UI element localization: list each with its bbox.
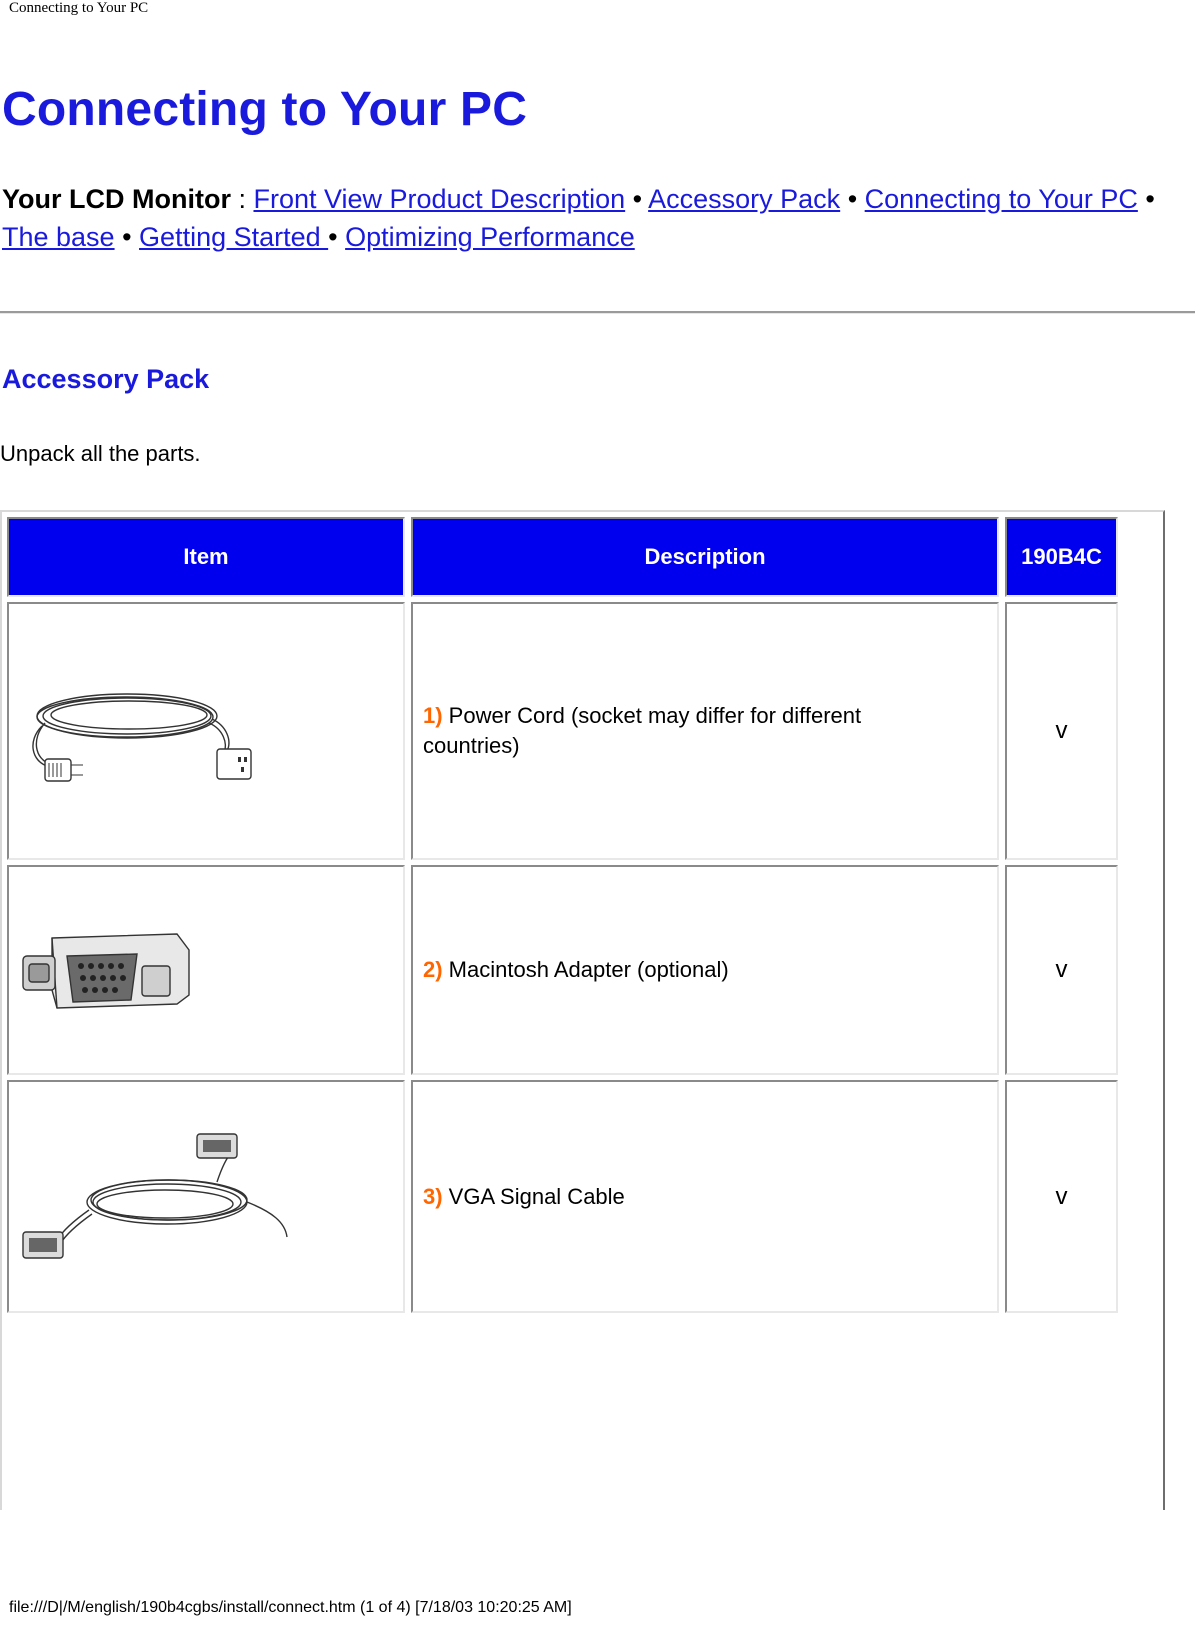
nav-link-accessory-pack[interactable]: Accessory Pack <box>648 184 841 214</box>
item-description: VGA Signal Cable <box>442 1183 625 1209</box>
item-description: Macintosh Adapter (optional) <box>442 957 729 982</box>
nav-link-front-view[interactable]: Front View Product Description <box>253 184 626 214</box>
table-row-1-check: v <box>1005 602 1118 860</box>
accessory-table <box>0 510 1165 1510</box>
table-row-2-check: v <box>1005 865 1118 1075</box>
table-row-3-check: v <box>1005 1080 1118 1313</box>
section-title: Accessory Pack <box>2 364 210 394</box>
nav-bullet: • <box>840 184 865 214</box>
page-title: Connecting to Your PC <box>2 83 528 136</box>
table-row-2-image-cell <box>7 865 405 1075</box>
nav-link-getting-started[interactable]: Getting Started <box>139 222 329 252</box>
nav-link-the-base[interactable]: The base <box>2 222 115 252</box>
table-row-2-description <box>411 865 999 1075</box>
nav-bullet: • <box>625 184 649 214</box>
nav-link-connecting[interactable]: Connecting to Your PC <box>864 184 1138 214</box>
nav-colon: : <box>230 184 254 214</box>
nav-link-optimizing[interactable]: Optimizing Performance <box>345 222 635 252</box>
item-number: 2) <box>423 957 443 982</box>
nav-lead: Your LCD Monitor <box>2 184 231 214</box>
horizontal-rule <box>0 311 1195 314</box>
nav-bullet: • <box>114 222 140 252</box>
table-row-3-description <box>411 1080 999 1313</box>
power-cord-image <box>17 671 267 791</box>
vga-signal-cable-image <box>17 1132 297 1262</box>
nav-bullet: • <box>328 222 346 252</box>
item-description: Power Cord (socket may differ for different countries) <box>423 703 862 758</box>
print-footer-url: file:///D|/M/english/190b4cgbs/install/connect.htm (1 of 4) [7/18/03 10:20:25 AM] <box>9 1599 572 1616</box>
nav-bullet: • <box>1137 184 1155 214</box>
breadcrumb-nav <box>2 180 1192 256</box>
header-description: Description <box>411 517 999 597</box>
table-row-3-image-cell <box>7 1080 405 1313</box>
macintosh-adapter-image <box>17 920 197 1020</box>
item-number: 3) <box>423 1183 443 1209</box>
intro-text: Unpack all the parts. <box>0 441 201 466</box>
table-row-1-image-cell <box>7 602 405 860</box>
item-number: 1) <box>423 703 443 728</box>
header-item: Item <box>7 517 405 597</box>
print-header: Connecting to Your PC <box>9 0 149 16</box>
table-row-1-description <box>411 602 999 860</box>
header-model: 190B4C <box>1005 517 1118 597</box>
